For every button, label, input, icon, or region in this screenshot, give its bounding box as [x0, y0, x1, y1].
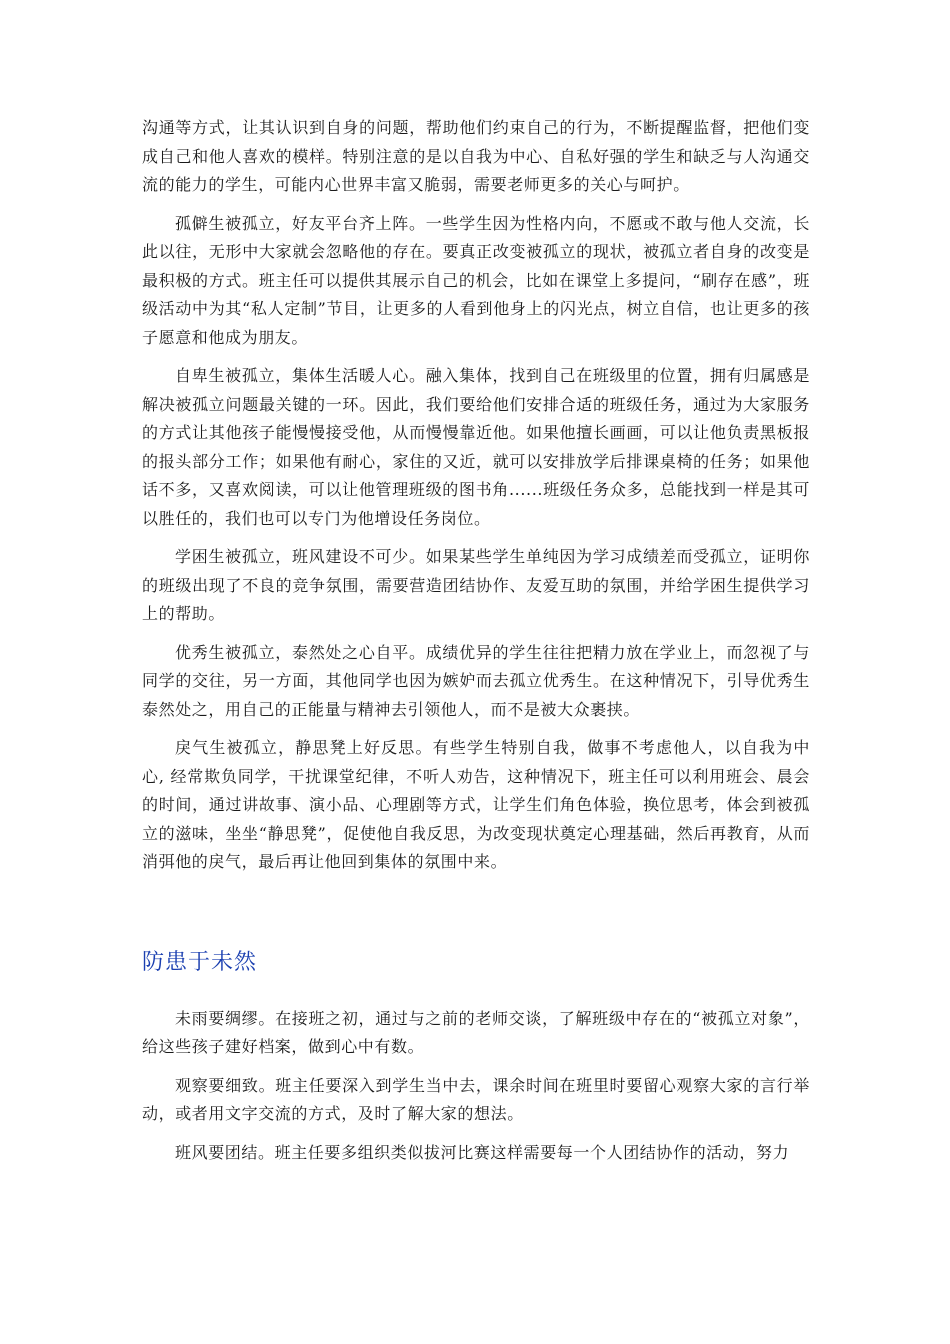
section-spacer [142, 887, 810, 947]
body-paragraph: 学困生被孤立，班风建设不可少。如果某些学生单纯因为学习成绩差而受孤立，证明你的班级出现了不良的竞争氛围，需要营造团结协作、友爱互助的氛围，并给学困生提供学习上的帮助。 [142, 547, 810, 623]
body-paragraph: 班风要团结。班主任要多组织类似拔河比赛这样需要每一个人团结协作的活动，努力 [175, 1142, 790, 1162]
body-paragraph: 观察要细致。班主任要深入到学生当中去，课余时间在班里时要留心观察大家的言行举动，或者用文字交流的方式，及时了解大家的想法。 [142, 1075, 810, 1123]
body-paragraph: 孤僻生被孤立，好友平台齐上阵。一些学生因为性格内向，不愿或不敢与他人交流，长此以往，无形中大家就会忽略他的存在。要真正改变被孤立的现状，被孤立者自身的改变是最积极的方式。班主任可以提供其展示自己的机会，比如在课堂上多提问，“刷存在感”，班级活动中为其“私人定制”节目，让更多的人看到他身上的闪光点，树立自信，也让更多的孩子愿意和他成为朋友。 [142, 213, 810, 347]
section-heading: 防患于未然 [142, 949, 258, 975]
body-paragraph: 自卑生被孤立，集体生活暖人心。融入集体，找到自己在班级里的位置，拥有归属感是解决被孤立问题最关键的一环。因此，我们要给他们安排合适的班级任务，通过为大家服务的方式让其他孩子能慢慢接受他，从而慢慢靠近他。如果他擅长画画，可以让他负责黑板报的报头部分工作；如果他有耐心，家住的又近，就可以安排放学后排课桌椅的任务；如果他话不多，又喜欢阅读，可以让他管理班级的图书角......班级任务众多，总能找到一样是其可以胜任的，我们也可以专门为他增设任务岗位。 [142, 366, 810, 528]
body-paragraph: 未雨要绸缪。在接班之初，通过与之前的老师交谈，了解班级中存在的“被孤立对象”，给这些孩子建好档案，做到心中有数。 [142, 1008, 810, 1056]
body-paragraph: 沟通等方式，让其认识到自身的问题，帮助他们约束自己的行为，不断提醒监督，把他们变成自己和他人喜欢的模样。特别注意的是以自我为中心、自私好强的学生和缺乏与人沟通交流的能力的学生，可能内心世界丰富又脆弱，需要老师更多的关心与呵护。 [142, 118, 810, 194]
body-paragraph: 戾气生被孤立，静思凳上好反思。有些学生特别自我，做事不考虑他人，以自我为中心, 经常欺负同学，干扰课堂纪律，不听人劝告，这种情况下，班主任可以利用班会、晨会的时间，通过讲故事、演小品、心理剧等方式，让学生们角色体验，换位思考，体会到被孤立的滋味，坐坐“静思凳”，促使他自我反思，为改变现状奠定心理基础，然后再教育，从而消弭他的戾气，最后再让他回到集体的氛围中来。 [142, 738, 810, 871]
document-page [142, 114, 810, 1177]
body-paragraph: 优秀生被孤立，泰然处之心自平。成绩优异的学生往往把精力放在学业上，而忽视了与同学的交往，另一方面，其他同学也因为嫉妒而去孤立优秀生。在这种情况下，引导优秀生泰然处之，用自己的正能量与精神去引领他人，而不是被大众裹挟。 [142, 642, 810, 719]
